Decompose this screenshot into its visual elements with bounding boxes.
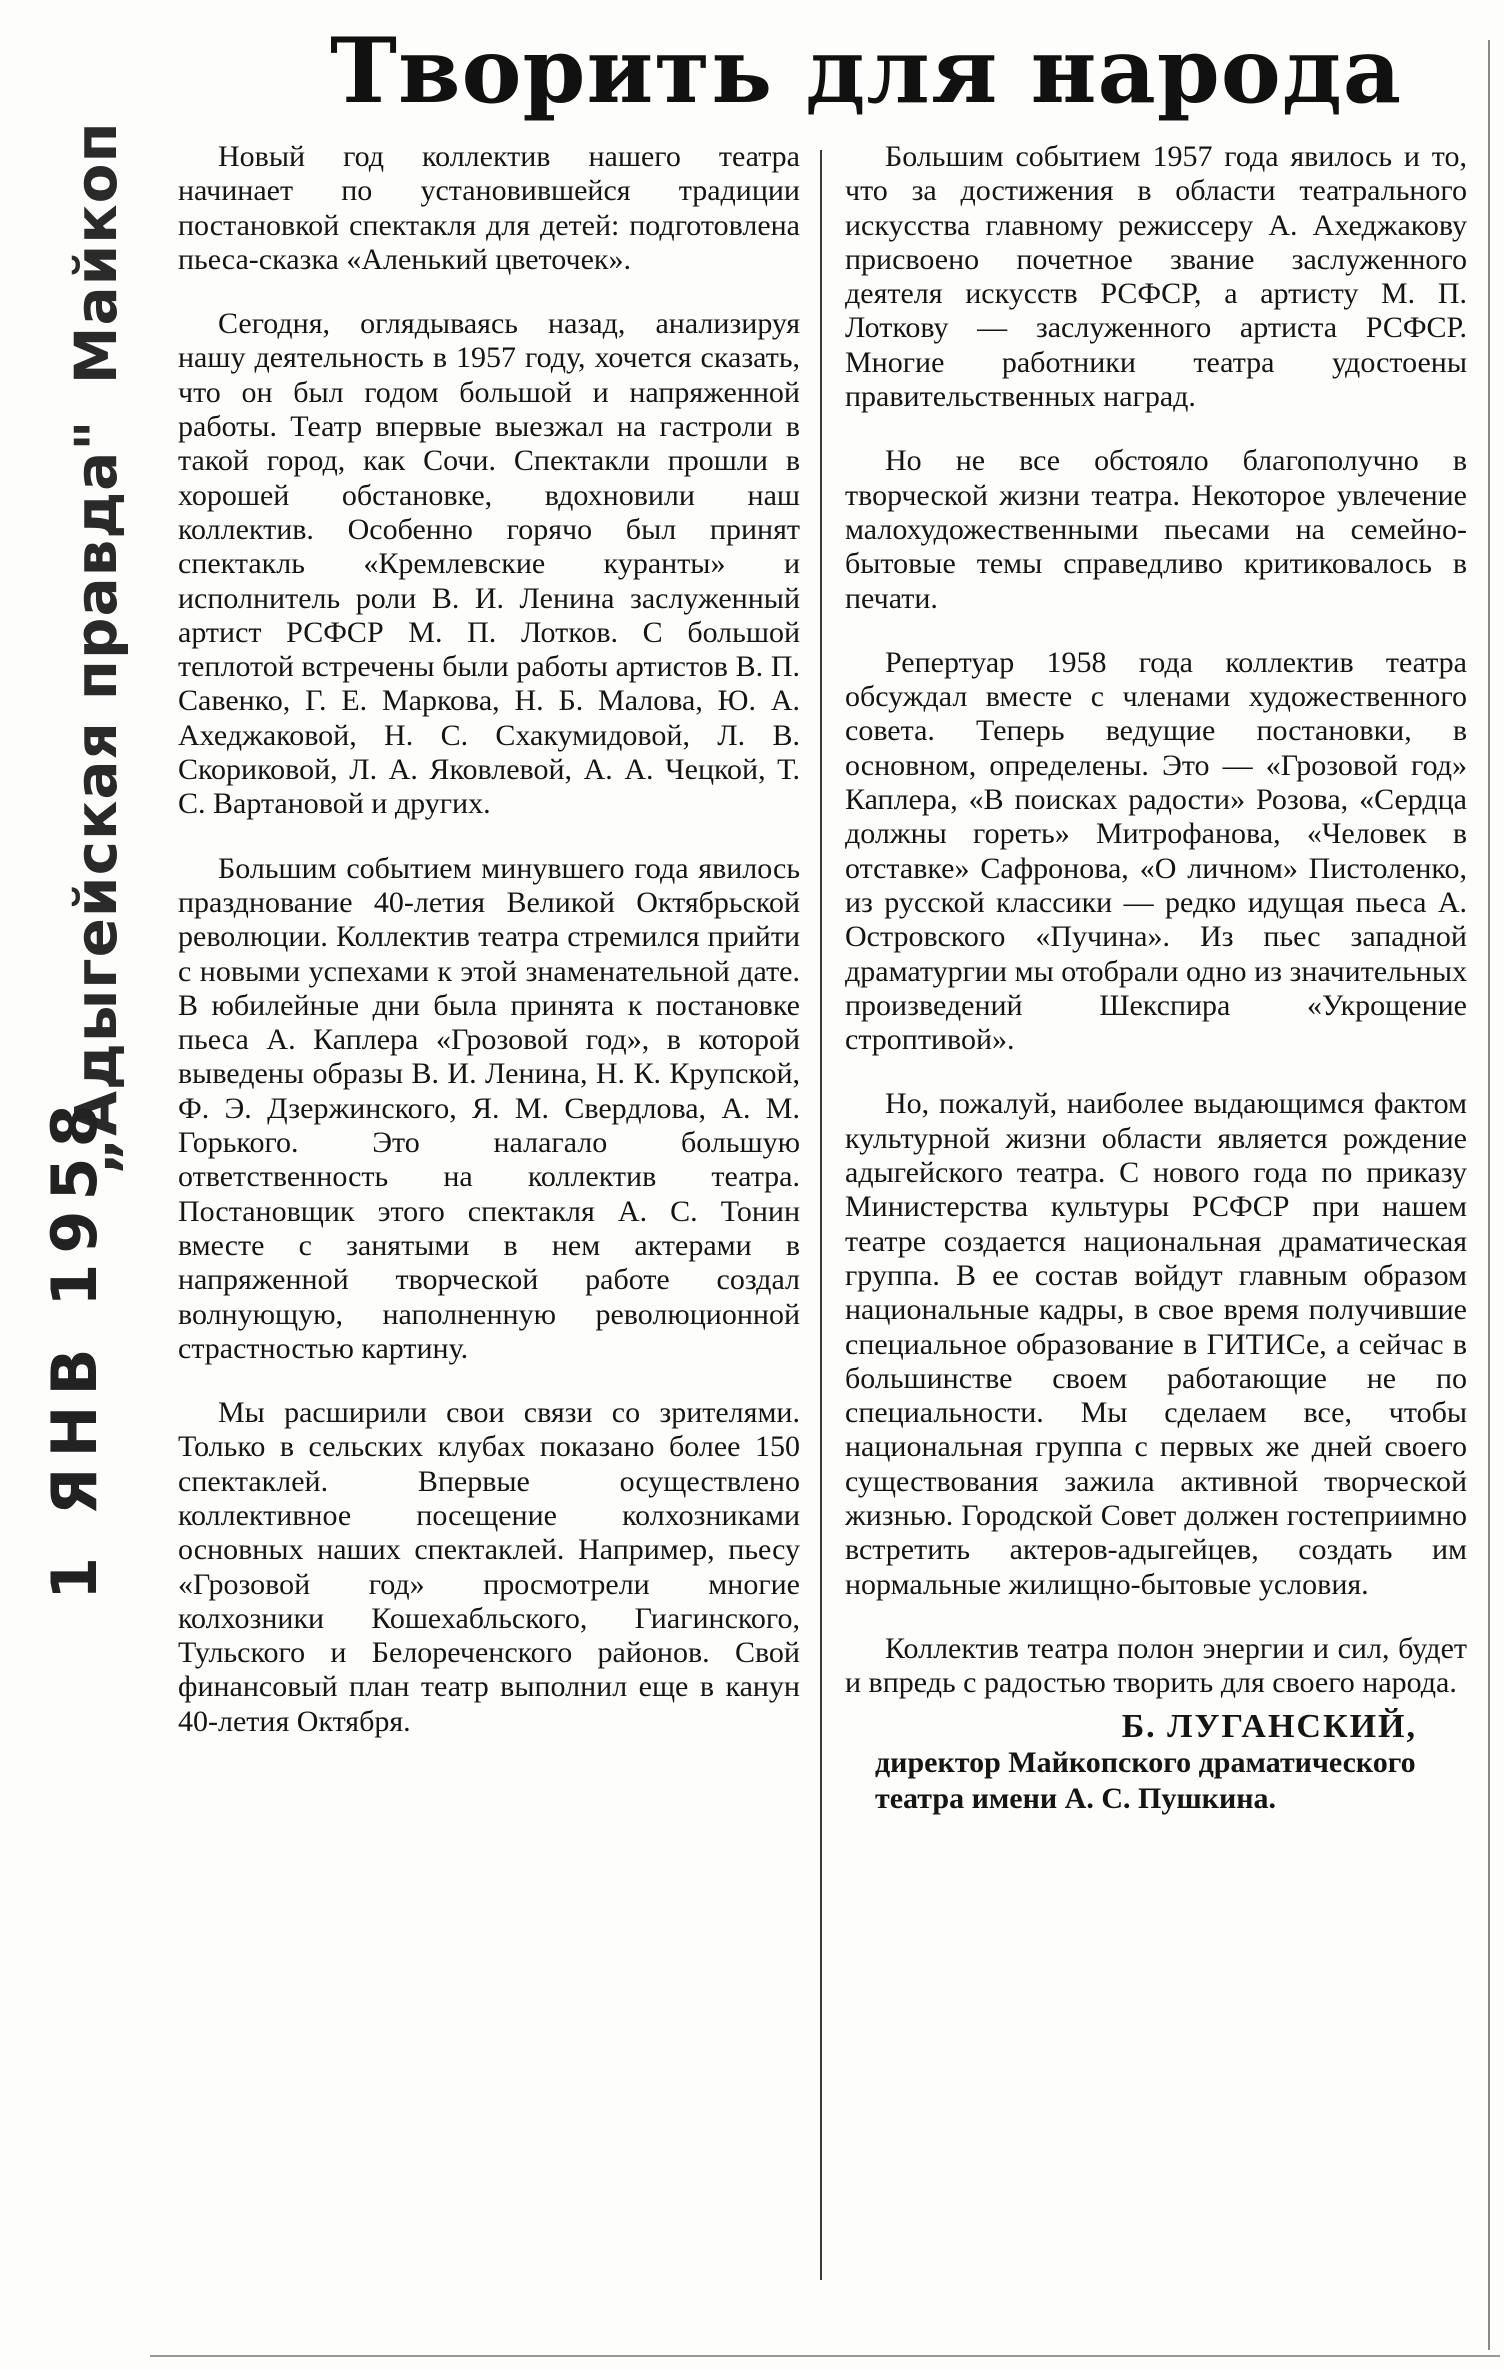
paragraph: Репертуар 1958 года коллектив театра обсуждал вместе с членами художественного совета. Теперь ведущие постановки, в основном, определены. Это — «Грозовой год» Каплера, «В поисках радости» Розова, «Сердца должны гореть» Митрофанова, «Человек в отставке» Сафронова, «О личном» Пистоленко, из русской классики — редко идущая пьеса А. Островского «Пучина». Из пьес западной драматургии мы отобрали одно из значительных произведений Шекспира «Укрощение строптивой». xyxy=(845,645,1467,1057)
paragraph: Мы расширили свои связи со зрителями. Только в сельских клубах показано более 150 спектаклей. Впервые осуществлено коллективное посещение колхозниками основных наших спектаклей. Например, пьесу «Грозовой год» просмотрели многие колхозники Кошехабльского, Гиагинского, Тульского и Белореченского районов. Свой финансовый план театр выполнил еще в канун 40-летия Октября. xyxy=(178,1396,800,1738)
paragraph: Новый год коллектив нашего театра начинает по установившейся традиции постановкой спектакля для детей: подготовлена пьеса-сказка «Аленький цветочек». xyxy=(178,140,800,276)
paragraph: Но не все обстояло благополучно в творческой жизни театра. Некоторое увлечение малохудожественными пьесами на семейно-бытовые темы справедливо критиковалось в печати. xyxy=(845,444,1467,615)
clipping-edge-right xyxy=(1488,40,1490,2350)
newspaper-name: „Адыгейская правда" xyxy=(62,419,130,1175)
date-stamp xyxy=(38,1094,128,1690)
column-divider xyxy=(820,150,822,2280)
clipping-edge-bottom xyxy=(150,2355,1500,2357)
article-title: Творить для народа xyxy=(330,18,1403,124)
paragraph: Большим событием 1957 года явилось и то, что за достижения в области театрального искусства главному режиссеру А. Ахеджакову присвоено почетное звание заслуженного деятеля искусств РСФСР, а артисту М. П. Лоткову — заслуженного артиста РСФСР. Многие работники театра удостоены правительственных наград. xyxy=(845,140,1467,414)
city-name: Майкоп xyxy=(62,121,130,385)
author-title: директор Майкопского драматического театра имени А. С. Пушкина. xyxy=(875,1745,1416,1815)
author-name: Б. ЛУГАНСКИЙ, xyxy=(1121,1708,1417,1746)
paragraph: Сегодня, оглядываясь назад, анализируя нашу деятельность в 1957 году, хочется сказать, что он был годом большой и напряженной работы. Театр впервые выезжал на гастроли в такой город, как Сочи. Спектакли прошли в хорошей обстановке, вдохновили наш коллектив. Особенно горячо был принят спектакль «Кремлевские куранты» и исполнитель роли В. И. Ленина заслуженный артист РСФСР М. П. Лотков. С большой теплотой встречены были работы артистов В. П. Савенко, Г. Е. Маркова, Н. Б. Малова, Ю. А. Ахеджаковой, Н. С. Схакумидовой, Л. В. Скориковой, Л. А. Яковлевой, А. А. Чецкой, Т. С. Вартановой и других. xyxy=(178,307,800,821)
signature-block xyxy=(845,1710,1467,1816)
paragraph: Но, пожалуй, наиболее выдающимся фактом культурной жизни области является рождение адыгейского театра. С нового года по приказу Министерства культуры РСФСР при нашем театре создается национальная драматическая группа. В ее состав войдут главным образом национальные кадры, в свое время получившие специальное образование в ГИТИСе, а сейчас в большинстве своем работающие не по специальности. Мы сделаем все, чтобы национальная группа с первых же дней своего существования зажила активной творческой жизнью. Городской Совет должен гостеприимно встретить актеров-адыгейцев, создать им нормальные жилищно-бытовые условия. xyxy=(845,1087,1467,1601)
newspaper-source-label xyxy=(62,121,130,1175)
article-left-column xyxy=(178,140,800,1769)
paragraph: Коллектив театра полон энергии и сил, будет и впредь с радостью творить для своего народа. xyxy=(845,1631,1467,1700)
article-right-column xyxy=(845,140,1467,1817)
paragraph: Большим событием минувшего года явилось празднование 40-летия Великой Октябрьской революции. Коллектив театра стремился прийти с новыми успехами к этой знаменательной дате. В юбилейные дни была принята к постановке пьеса А. Каплера «Грозовой год», в которой выведены образы В. И. Ленина, Н. К. Крупской, Ф. Э. Дзержинского, Я. М. Свердлова, А. М. Горького. Это налагало большую ответственность на коллектив театра. Постановщик этого спектакля А. С. Тонин вместе с занятыми в нем актерами в напряженной творческой работе создал волнующую, наполненную революционной страстностью картину. xyxy=(178,851,800,1365)
stamp-date: 1 ЯНВ 1958 xyxy=(38,1094,111,1600)
